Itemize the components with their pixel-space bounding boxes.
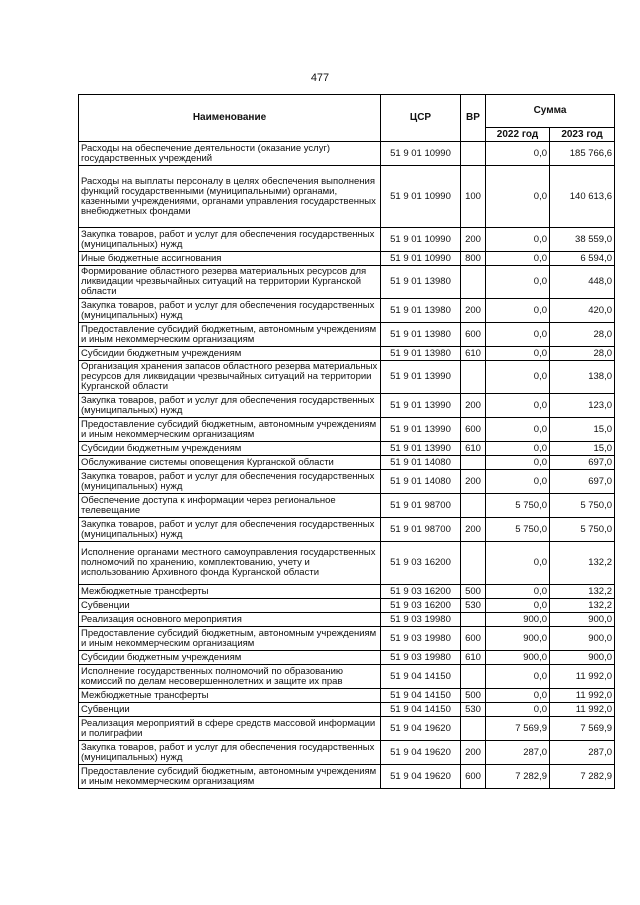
- row-sum-2022-cell: 7 569,9: [486, 717, 550, 741]
- row-sum-2023-cell: 900,0: [550, 613, 615, 627]
- row-csr-cell: 51 9 01 13980: [381, 299, 461, 323]
- row-sum-2023-cell: 7 282,9: [550, 765, 615, 789]
- row-name-cell: Организация хранения запасов областного резерва материальных ресурсов для ликвидации чрезвычайных ситуаций на территории Курганской области: [79, 361, 381, 394]
- table-row: [79, 717, 615, 741]
- table-row: [79, 228, 615, 252]
- row-name-cell: Субсидии бюджетным учреждениям: [79, 651, 381, 665]
- row-sum-2022-cell: 5 750,0: [486, 518, 550, 542]
- row-sum-2023-cell: 448,0: [550, 266, 615, 299]
- row-sum-2022-cell: 0,0: [486, 665, 550, 689]
- row-vr-cell: 200: [461, 741, 486, 765]
- row-sum-2022-cell: 287,0: [486, 741, 550, 765]
- row-sum-2022-cell: 0,0: [486, 252, 550, 266]
- row-vr-cell: 600: [461, 765, 486, 789]
- table-row: [79, 542, 615, 585]
- table-row: [79, 689, 615, 703]
- row-sum-2022-cell: 0,0: [486, 299, 550, 323]
- row-sum-2023-cell: 132,2: [550, 585, 615, 599]
- row-vr-cell: 200: [461, 518, 486, 542]
- row-name-cell: Исполнение органами местного самоуправления государственных полномочий по хранению, комплектованию, учету и использованию Архивного фонда Курганской области: [79, 542, 381, 585]
- row-name-cell: Субсидии бюджетным учреждениям: [79, 347, 381, 361]
- table-row: [79, 299, 615, 323]
- row-vr-cell: [461, 456, 486, 470]
- row-sum-2022-cell: 7 282,9: [486, 765, 550, 789]
- header-year-2023: 2023 год: [550, 128, 615, 142]
- row-name-cell: Межбюджетные трансферты: [79, 689, 381, 703]
- table-row: [79, 613, 615, 627]
- table-row: [79, 703, 615, 717]
- row-name-cell: Предоставление субсидий бюджетным, автономным учреждениям и иным некоммерческим организациям: [79, 765, 381, 789]
- row-sum-2022-cell: 0,0: [486, 142, 550, 166]
- row-name-cell: Расходы на выплаты персоналу в целях обеспечения выполнения функций государственными (муниципальными) органами, казенными учреждениями, органами управления государственных внебюджетных фондами: [79, 166, 381, 228]
- row-csr-cell: 51 9 03 19980: [381, 651, 461, 665]
- row-csr-cell: 51 9 01 13980: [381, 347, 461, 361]
- row-csr-cell: 51 9 01 13980: [381, 323, 461, 347]
- row-vr-cell: 500: [461, 689, 486, 703]
- row-sum-2023-cell: 15,0: [550, 442, 615, 456]
- row-name-cell: Предоставление субсидий бюджетным, автономным учреждениям и иным некоммерческим организациям: [79, 323, 381, 347]
- table-row: [79, 347, 615, 361]
- row-csr-cell: 51 9 04 14150: [381, 703, 461, 717]
- row-sum-2023-cell: 38 559,0: [550, 228, 615, 252]
- row-csr-cell: 51 9 01 10990: [381, 228, 461, 252]
- table-row: [79, 765, 615, 789]
- row-csr-cell: 51 9 01 13980: [381, 266, 461, 299]
- row-vr-cell: 200: [461, 470, 486, 494]
- row-vr-cell: [461, 142, 486, 166]
- row-sum-2023-cell: 15,0: [550, 418, 615, 442]
- row-sum-2022-cell: 0,0: [486, 599, 550, 613]
- row-vr-cell: 610: [461, 347, 486, 361]
- row-sum-2022-cell: 0,0: [486, 418, 550, 442]
- row-csr-cell: 51 9 01 10990: [381, 252, 461, 266]
- table-row: [79, 651, 615, 665]
- table-row: [79, 665, 615, 689]
- row-csr-cell: 51 9 03 19980: [381, 627, 461, 651]
- row-sum-2022-cell: 0,0: [486, 166, 550, 228]
- table-row: [79, 442, 615, 456]
- row-name-cell: Расходы на обеспечение деятельности (оказание услуг) государственных учреждений: [79, 142, 381, 166]
- row-csr-cell: 51 9 01 98700: [381, 494, 461, 518]
- row-vr-cell: 530: [461, 599, 486, 613]
- row-sum-2022-cell: 5 750,0: [486, 494, 550, 518]
- row-sum-2022-cell: 0,0: [486, 266, 550, 299]
- row-sum-2022-cell: 0,0: [486, 361, 550, 394]
- row-name-cell: Закупка товаров, работ и услуг для обеспечения государственных (муниципальных) нужд: [79, 518, 381, 542]
- row-name-cell: Субвенции: [79, 599, 381, 613]
- row-name-cell: Предоставление субсидий бюджетным, автономным учреждениям и иным некоммерческим организациям: [79, 627, 381, 651]
- table-header-row: [79, 95, 615, 128]
- row-csr-cell: 51 9 04 19620: [381, 717, 461, 741]
- row-sum-2023-cell: 138,0: [550, 361, 615, 394]
- row-vr-cell: [461, 613, 486, 627]
- row-vr-cell: 600: [461, 627, 486, 651]
- row-name-cell: Обеспечение доступа к информации через региональное телевещание: [79, 494, 381, 518]
- row-csr-cell: 51 9 01 13990: [381, 361, 461, 394]
- budget-table: [78, 94, 615, 789]
- row-vr-cell: 800: [461, 252, 486, 266]
- row-sum-2023-cell: 287,0: [550, 741, 615, 765]
- table-row: [79, 266, 615, 299]
- row-csr-cell: 51 9 01 13990: [381, 418, 461, 442]
- row-vr-cell: 200: [461, 394, 486, 418]
- row-sum-2022-cell: 0,0: [486, 585, 550, 599]
- row-name-cell: Исполнение государственных полномочий по образованию комиссий по делам несовершеннолетних и защите их прав: [79, 665, 381, 689]
- row-vr-cell: 500: [461, 585, 486, 599]
- row-csr-cell: 51 9 01 10990: [381, 142, 461, 166]
- header-csr: ЦСР: [381, 95, 461, 142]
- row-name-cell: Закупка товаров, работ и услуг для обеспечения государственных (муниципальных) нужд: [79, 741, 381, 765]
- row-sum-2023-cell: 5 750,0: [550, 518, 615, 542]
- table-row: [79, 394, 615, 418]
- table-row: [79, 470, 615, 494]
- header-year-2022: 2022 год: [486, 128, 550, 142]
- row-sum-2022-cell: 0,0: [486, 689, 550, 703]
- row-sum-2022-cell: 0,0: [486, 470, 550, 494]
- header-vr: ВР: [461, 95, 486, 142]
- row-sum-2023-cell: 697,0: [550, 456, 615, 470]
- table-row: [79, 585, 615, 599]
- row-vr-cell: 530: [461, 703, 486, 717]
- row-vr-cell: 610: [461, 651, 486, 665]
- row-csr-cell: 51 9 01 98700: [381, 518, 461, 542]
- table-row: [79, 599, 615, 613]
- row-sum-2022-cell: 0,0: [486, 323, 550, 347]
- row-sum-2022-cell: 0,0: [486, 394, 550, 418]
- row-csr-cell: 51 9 01 13990: [381, 394, 461, 418]
- row-name-cell: Предоставление субсидий бюджетным, автономным учреждениям и иным некоммерческим организациям: [79, 418, 381, 442]
- row-csr-cell: 51 9 04 14150: [381, 665, 461, 689]
- table-row: [79, 323, 615, 347]
- row-sum-2023-cell: 28,0: [550, 323, 615, 347]
- row-csr-cell: 51 9 03 19980: [381, 613, 461, 627]
- row-csr-cell: 51 9 01 14080: [381, 456, 461, 470]
- row-name-cell: Субвенции: [79, 703, 381, 717]
- row-sum-2022-cell: 0,0: [486, 542, 550, 585]
- table-body: [79, 142, 615, 789]
- row-sum-2023-cell: 900,0: [550, 651, 615, 665]
- row-name-cell: Субсидии бюджетным учреждениям: [79, 442, 381, 456]
- row-sum-2023-cell: 900,0: [550, 627, 615, 651]
- row-csr-cell: 51 9 04 14150: [381, 689, 461, 703]
- row-sum-2023-cell: 420,0: [550, 299, 615, 323]
- header-name: Наименование: [79, 95, 381, 142]
- table-row: [79, 418, 615, 442]
- row-vr-cell: 200: [461, 299, 486, 323]
- row-name-cell: Закупка товаров, работ и услуг для обеспечения государственных (муниципальных) нужд: [79, 228, 381, 252]
- row-name-cell: Межбюджетные трансферты: [79, 585, 381, 599]
- row-sum-2023-cell: 7 569,9: [550, 717, 615, 741]
- row-sum-2023-cell: 140 613,6: [550, 166, 615, 228]
- row-name-cell: Закупка товаров, работ и услуг для обеспечения государственных (муниципальных) нужд: [79, 470, 381, 494]
- table-row: [79, 518, 615, 542]
- row-vr-cell: 100: [461, 166, 486, 228]
- row-sum-2023-cell: 11 992,0: [550, 703, 615, 717]
- table-row: [79, 142, 615, 166]
- table-row: [79, 494, 615, 518]
- row-csr-cell: 51 9 03 16200: [381, 542, 461, 585]
- row-vr-cell: 600: [461, 323, 486, 347]
- row-sum-2022-cell: 900,0: [486, 627, 550, 651]
- row-vr-cell: [461, 665, 486, 689]
- table-row: [79, 361, 615, 394]
- row-sum-2022-cell: 0,0: [486, 703, 550, 717]
- table-row: [79, 741, 615, 765]
- row-name-cell: Реализация мероприятий в сфере средств массовой информации и полиграфии: [79, 717, 381, 741]
- header-sum: Сумма: [486, 95, 615, 128]
- row-sum-2023-cell: 11 992,0: [550, 689, 615, 703]
- row-vr-cell: 200: [461, 228, 486, 252]
- row-csr-cell: 51 9 04 19620: [381, 741, 461, 765]
- row-vr-cell: [461, 717, 486, 741]
- row-sum-2023-cell: 132,2: [550, 599, 615, 613]
- row-csr-cell: 51 9 01 13990: [381, 442, 461, 456]
- table-row: [79, 252, 615, 266]
- row-name-cell: Иные бюджетные ассигнования: [79, 252, 381, 266]
- row-vr-cell: 600: [461, 418, 486, 442]
- table-row: [79, 456, 615, 470]
- row-csr-cell: 51 9 01 10990: [381, 166, 461, 228]
- row-vr-cell: [461, 542, 486, 585]
- row-vr-cell: [461, 266, 486, 299]
- row-sum-2022-cell: 0,0: [486, 347, 550, 361]
- row-vr-cell: [461, 494, 486, 518]
- row-name-cell: Реализация основного мероприятия: [79, 613, 381, 627]
- row-sum-2023-cell: 28,0: [550, 347, 615, 361]
- row-sum-2023-cell: 6 594,0: [550, 252, 615, 266]
- row-sum-2022-cell: 0,0: [486, 442, 550, 456]
- row-sum-2022-cell: 0,0: [486, 228, 550, 252]
- row-csr-cell: 51 9 01 14080: [381, 470, 461, 494]
- row-sum-2022-cell: 900,0: [486, 613, 550, 627]
- row-sum-2023-cell: 123,0: [550, 394, 615, 418]
- row-csr-cell: 51 9 03 16200: [381, 585, 461, 599]
- row-vr-cell: 610: [461, 442, 486, 456]
- row-csr-cell: 51 9 04 19620: [381, 765, 461, 789]
- row-vr-cell: [461, 361, 486, 394]
- page-number: 477: [310, 72, 330, 84]
- row-sum-2023-cell: 185 766,6: [550, 142, 615, 166]
- row-sum-2022-cell: 900,0: [486, 651, 550, 665]
- table-row: [79, 627, 615, 651]
- row-name-cell: Обслуживание системы оповещения Курганской области: [79, 456, 381, 470]
- row-sum-2023-cell: 11 992,0: [550, 665, 615, 689]
- row-name-cell: Формирование областного резерва материальных ресурсов для ликвидации чрезвычайных ситуаций на территории Курганской области: [79, 266, 381, 299]
- table-row: [79, 166, 615, 228]
- row-name-cell: Закупка товаров, работ и услуг для обеспечения государственных (муниципальных) нужд: [79, 299, 381, 323]
- row-sum-2023-cell: 5 750,0: [550, 494, 615, 518]
- row-sum-2022-cell: 0,0: [486, 456, 550, 470]
- row-name-cell: Закупка товаров, работ и услуг для обеспечения государственных (муниципальных) нужд: [79, 394, 381, 418]
- row-sum-2023-cell: 697,0: [550, 470, 615, 494]
- row-sum-2023-cell: 132,2: [550, 542, 615, 585]
- row-csr-cell: 51 9 03 16200: [381, 599, 461, 613]
